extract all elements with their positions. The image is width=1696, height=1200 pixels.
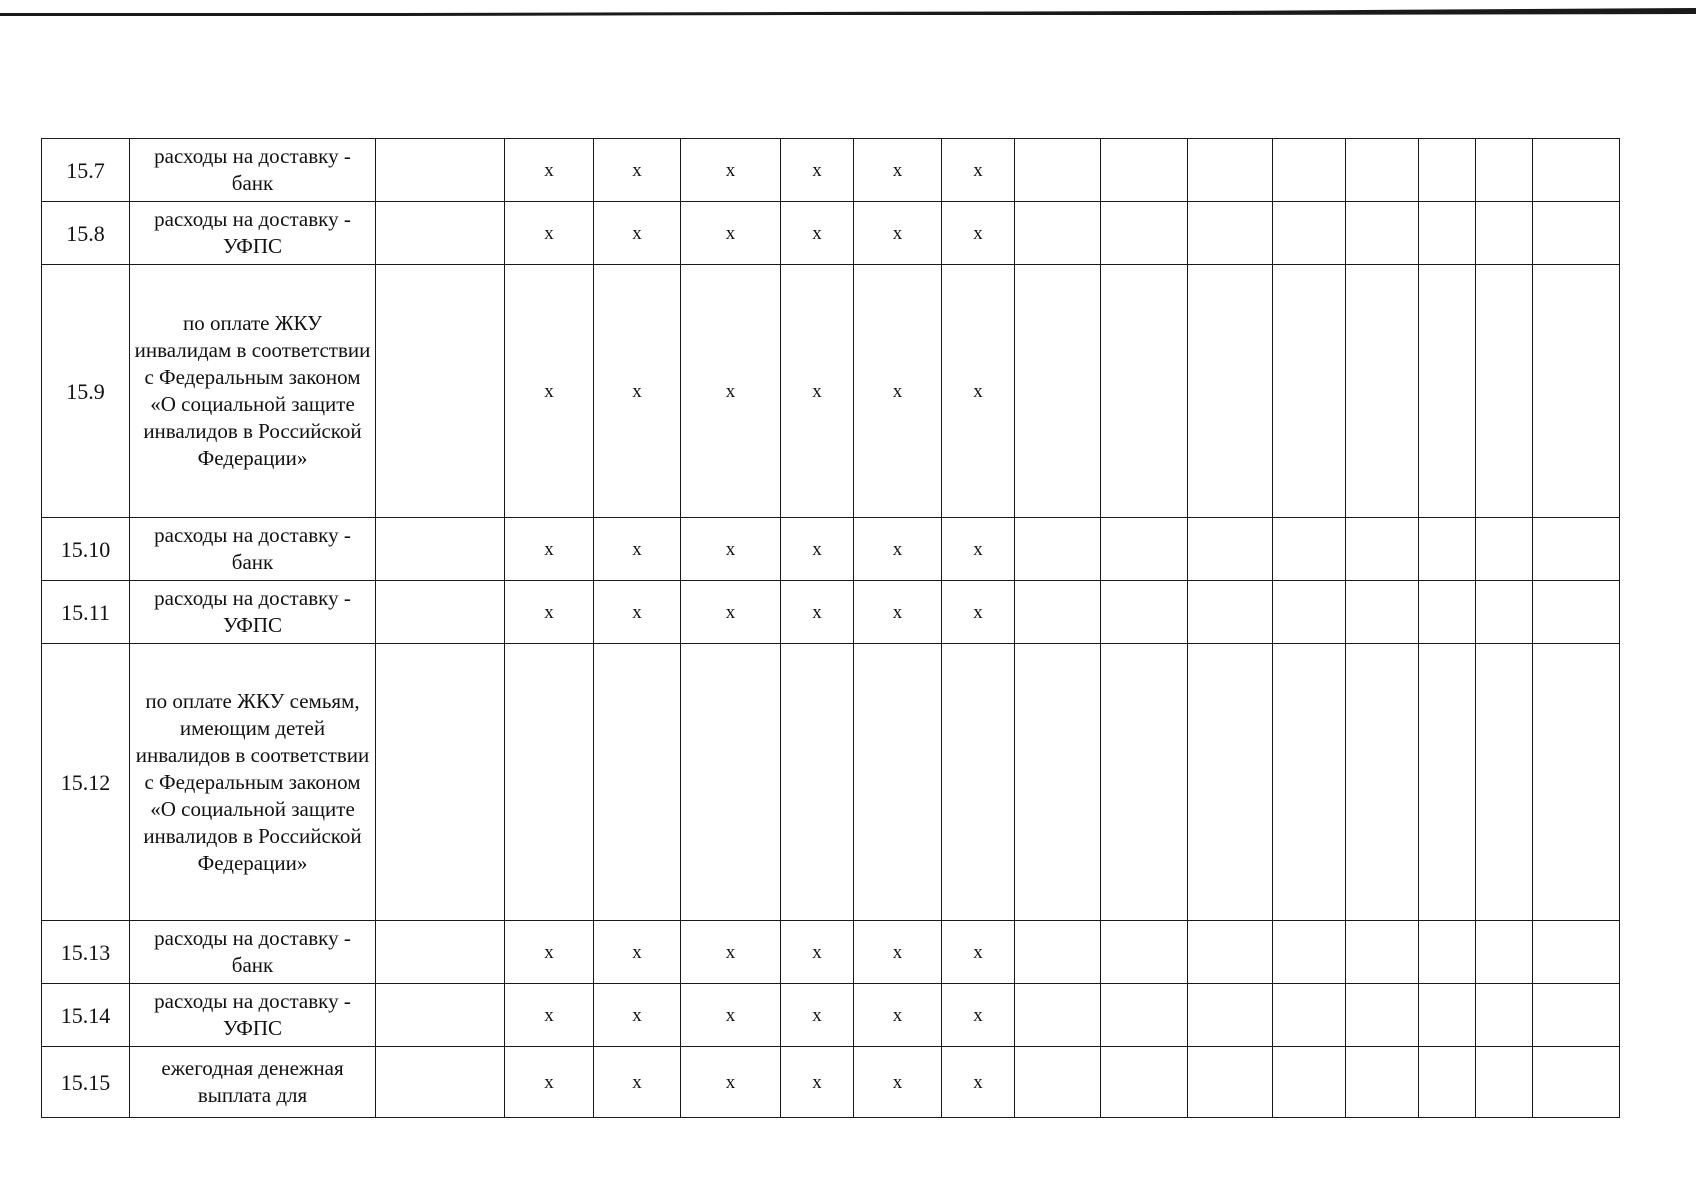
x-mark [505, 644, 594, 921]
empty-cell [1346, 139, 1419, 202]
empty-cell [1346, 265, 1419, 518]
x-mark: x [942, 581, 1015, 644]
empty-cell [376, 581, 505, 644]
empty-cell [1015, 984, 1101, 1047]
empty-cell [1476, 265, 1533, 518]
x-mark: x [594, 518, 681, 581]
table-row [42, 265, 1620, 518]
x-mark [781, 644, 854, 921]
x-mark: x [505, 1047, 594, 1118]
empty-cell [1015, 265, 1101, 518]
x-mark: x [681, 581, 781, 644]
x-mark: x [781, 139, 854, 202]
empty-cell [376, 644, 505, 921]
x-mark: x [942, 518, 1015, 581]
table-row [42, 984, 1620, 1047]
empty-cell [1188, 202, 1273, 265]
row-description: расходы на доставку - УФПС [130, 984, 376, 1047]
x-mark: x [681, 202, 781, 265]
x-mark: x [505, 518, 594, 581]
empty-cell [376, 1047, 505, 1118]
row-number: 15.9 [42, 265, 130, 518]
empty-cell [1346, 984, 1419, 1047]
empty-cell [1476, 921, 1533, 984]
x-mark: x [854, 202, 942, 265]
x-mark: x [594, 139, 681, 202]
empty-cell [1346, 202, 1419, 265]
empty-cell [1419, 518, 1476, 581]
x-mark [854, 644, 942, 921]
table-row [42, 1047, 1620, 1118]
x-mark: x [594, 921, 681, 984]
row-number: 15.12 [42, 644, 130, 921]
empty-cell [1476, 1047, 1533, 1118]
x-mark: x [681, 518, 781, 581]
empty-cell [1533, 581, 1620, 644]
x-mark: x [781, 1047, 854, 1118]
empty-cell [1533, 202, 1620, 265]
empty-cell [376, 202, 505, 265]
document-table [41, 138, 1620, 1118]
row-number: 15.15 [42, 1047, 130, 1118]
empty-cell [1015, 139, 1101, 202]
x-mark: x [681, 984, 781, 1047]
empty-cell [1015, 518, 1101, 581]
x-mark: x [854, 984, 942, 1047]
table-row [42, 921, 1620, 984]
empty-cell [1188, 518, 1273, 581]
empty-cell [1419, 581, 1476, 644]
empty-cell [1533, 984, 1620, 1047]
row-description: расходы на доставку - банк [130, 518, 376, 581]
x-mark: x [781, 581, 854, 644]
empty-cell [376, 984, 505, 1047]
empty-cell [1188, 644, 1273, 921]
empty-cell [1101, 1047, 1188, 1118]
empty-cell [1273, 202, 1346, 265]
table-row [42, 644, 1620, 921]
x-mark: x [942, 921, 1015, 984]
empty-cell [1419, 984, 1476, 1047]
row-number: 15.7 [42, 139, 130, 202]
empty-cell [1101, 518, 1188, 581]
empty-cell [1419, 139, 1476, 202]
empty-cell [1101, 581, 1188, 644]
empty-cell [1188, 984, 1273, 1047]
x-mark: x [854, 265, 942, 518]
empty-cell [1346, 644, 1419, 921]
empty-cell [1346, 921, 1419, 984]
row-description: расходы на доставку - УФПС [130, 581, 376, 644]
x-mark: x [854, 518, 942, 581]
empty-cell [1419, 1047, 1476, 1118]
empty-cell [1533, 921, 1620, 984]
empty-cell [1419, 265, 1476, 518]
row-description: расходы на доставку - банк [130, 139, 376, 202]
x-mark: x [594, 581, 681, 644]
empty-cell [1015, 581, 1101, 644]
empty-cell [1419, 921, 1476, 984]
empty-cell [1273, 644, 1346, 921]
x-mark: x [942, 265, 1015, 518]
table-row [42, 139, 1620, 202]
empty-cell [1346, 518, 1419, 581]
row-number: 15.13 [42, 921, 130, 984]
row-number: 15.14 [42, 984, 130, 1047]
empty-cell [1273, 265, 1346, 518]
empty-cell [376, 921, 505, 984]
x-mark [594, 644, 681, 921]
row-description: расходы на доставку - банк [130, 921, 376, 984]
empty-cell [1188, 265, 1273, 518]
empty-cell [1346, 1047, 1419, 1118]
x-mark: x [854, 921, 942, 984]
x-mark: x [505, 581, 594, 644]
x-mark: x [854, 581, 942, 644]
row-description: ежегодная денежная выплата для [130, 1047, 376, 1118]
x-mark: x [594, 1047, 681, 1118]
empty-cell [1346, 581, 1419, 644]
empty-cell [1273, 139, 1346, 202]
empty-cell [1101, 644, 1188, 921]
empty-cell [1273, 518, 1346, 581]
row-number: 15.11 [42, 581, 130, 644]
empty-cell [1101, 921, 1188, 984]
empty-cell [1015, 644, 1101, 921]
x-mark: x [505, 921, 594, 984]
x-mark: x [942, 202, 1015, 265]
empty-cell [1533, 644, 1620, 921]
table-row [42, 581, 1620, 644]
empty-cell [1188, 581, 1273, 644]
row-number: 15.10 [42, 518, 130, 581]
empty-cell [1533, 1047, 1620, 1118]
x-mark: x [781, 984, 854, 1047]
row-description: по оплате ЖКУ инвалидам в соответствии с Федеральным законом «О социальной защите инвалидов в Российской Федерации» [130, 265, 376, 518]
x-mark: x [781, 265, 854, 518]
empty-cell [1476, 139, 1533, 202]
x-mark: x [505, 265, 594, 518]
empty-cell [376, 265, 505, 518]
empty-cell [1273, 1047, 1346, 1118]
x-mark: x [594, 984, 681, 1047]
empty-cell [1273, 921, 1346, 984]
table-row [42, 202, 1620, 265]
row-number: 15.8 [42, 202, 130, 265]
scan-border-line [0, 8, 1696, 16]
empty-cell [1273, 581, 1346, 644]
x-mark [681, 644, 781, 921]
empty-cell [1476, 581, 1533, 644]
empty-cell [1015, 921, 1101, 984]
x-mark: x [781, 518, 854, 581]
empty-cell [1101, 202, 1188, 265]
x-mark: x [681, 921, 781, 984]
empty-cell [1533, 518, 1620, 581]
x-mark: x [854, 139, 942, 202]
empty-cell [1188, 139, 1273, 202]
table-row [42, 518, 1620, 581]
empty-cell [1101, 984, 1188, 1047]
row-description: расходы на доставку - УФПС [130, 202, 376, 265]
x-mark: x [594, 265, 681, 518]
x-mark: x [781, 921, 854, 984]
x-mark: x [505, 202, 594, 265]
x-mark: x [505, 984, 594, 1047]
x-mark: x [854, 1047, 942, 1118]
empty-cell [1533, 139, 1620, 202]
empty-cell [1533, 265, 1620, 518]
empty-cell [376, 518, 505, 581]
empty-cell [1419, 644, 1476, 921]
x-mark: x [942, 139, 1015, 202]
x-mark: x [594, 202, 681, 265]
row-description: по оплате ЖКУ семьям, имеющим детей инвалидов в соответствии с Федеральным законом «О социальной защите инвалидов в Российской Федерации» [130, 644, 376, 921]
empty-cell [376, 139, 505, 202]
empty-cell [1273, 984, 1346, 1047]
x-mark: x [505, 139, 594, 202]
x-mark: x [781, 202, 854, 265]
empty-cell [1476, 202, 1533, 265]
empty-cell [1188, 1047, 1273, 1118]
empty-cell [1476, 984, 1533, 1047]
empty-cell [1476, 644, 1533, 921]
empty-cell [1188, 921, 1273, 984]
x-mark: x [681, 139, 781, 202]
empty-cell [1101, 265, 1188, 518]
x-mark: x [681, 265, 781, 518]
x-mark: x [942, 1047, 1015, 1118]
x-mark: x [942, 984, 1015, 1047]
x-mark: x [681, 1047, 781, 1118]
empty-cell [1419, 202, 1476, 265]
empty-cell [1476, 518, 1533, 581]
empty-cell [1015, 1047, 1101, 1118]
x-mark [942, 644, 1015, 921]
empty-cell [1101, 139, 1188, 202]
empty-cell [1015, 202, 1101, 265]
